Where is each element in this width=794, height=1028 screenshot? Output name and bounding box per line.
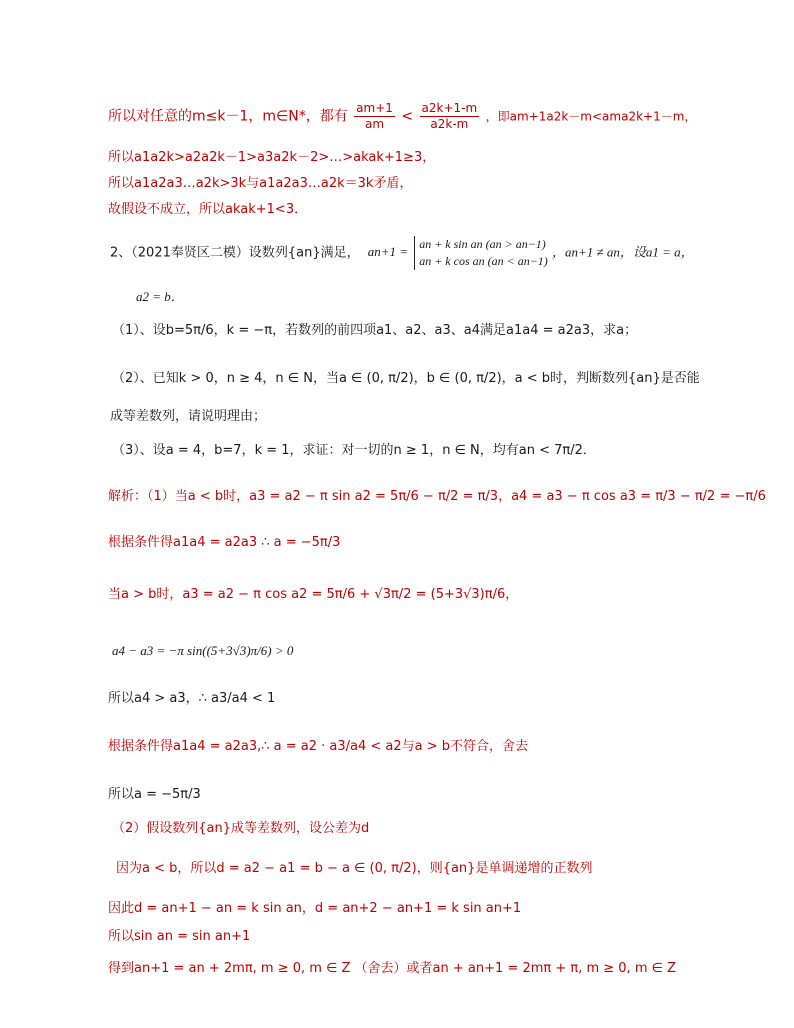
proof-line-1-text: 所以对任意的m≤k－1，m∈N*，都有	[108, 108, 348, 125]
question-2-line-1: （2）、已知k > 0，n ≥ 4，n ∈ N，当a ∈ (0, π/2)，b ∈ (0, π/2)，a < b时，判断数列{an}是否能	[112, 371, 700, 386]
solution-line-1	[108, 490, 766, 503]
solution-line-6: 根据条件得a1a4 = a2a3,∴ a = a2 · a3/a4 < a2与a > b不符合，舍去	[108, 739, 529, 754]
fraction-1-num: am+1	[354, 102, 395, 117]
fraction-2-num: a2k+1-m	[420, 102, 480, 117]
proof-line-2: 所以a1a2k>a2a2k－1>a3a2k－2>…>akak+1≥3，	[108, 150, 436, 165]
problem-2-tail: ，an+1 ≠ an，设a1 = a，	[551, 244, 694, 260]
proof-line-4: 故假设不成立，所以akak+1<3．	[108, 202, 308, 217]
less-than-sign: <	[401, 108, 414, 125]
solution-line-4: a4 − a3 = −π sin((5+3√3)π/6) > 0	[112, 643, 294, 658]
fraction-2-den: a2k-m	[430, 117, 469, 132]
solution-line-5-text: 所以a4 > a3，∴ a3/a4 < 1	[108, 691, 276, 706]
proof-line-3: 所以a1a2a3…a2k>3k与a1a2a3…a2k＝3k矛盾，	[108, 176, 413, 191]
solution-line-8: （2）假设数列{an}成等差数列，设公差为d	[112, 821, 370, 836]
solution-line-3	[108, 588, 518, 601]
fraction-2	[420, 102, 480, 131]
recurrence-case-1: an + k sin an (an > an−1)	[419, 237, 546, 251]
solution-line-11: 所以sin an = sin an+1	[108, 929, 251, 944]
solution-line-10: 因此d = an+1 − an = k sin an，d = an+2 − an+1 = k sin an+1	[108, 901, 522, 916]
solution-line-3-text: 当a > b时，a3 = a2 − π cos a2 = 5π/6 + √3π/2 = (5+3√3)π/6，	[108, 587, 519, 602]
solution-line-9: 因为a < b，所以d = a2 − a1 = b − a ∈ (0, π/2)，则{an}是单调递增的正数列	[116, 861, 593, 876]
proof-line-1-tail: ，即am+1a2k－m<ama2k+1－m，	[485, 109, 697, 124]
problem-2-intro: 2、（2021奉贤区二模）设数列{an}满足，	[110, 245, 360, 261]
solution-line-7: 所以a = −5π/3	[108, 787, 201, 802]
recurrence-cases	[414, 236, 548, 270]
problem-2-statement	[110, 236, 694, 270]
recurrence-lhs: an+1 =	[367, 244, 409, 260]
solution-line-5	[108, 692, 275, 705]
question-2-line-2: 成等差数列，请说明理由；	[110, 409, 267, 424]
fraction-1	[354, 102, 395, 131]
proof-line-1	[108, 102, 696, 131]
solution-line-1-text: 解析：（1）当a < b时，a3 = a2 − π sin a2 = 5π/6 − π/2 = π/3，a4 = a3 − π cos a3 = π/3 − π/2 = −π/6	[108, 489, 766, 504]
question-1: （1）、设b=5π/6，k = −π，若数列的前四项a1、a2、a3、a4满足a1a4 = a2a3，求a；	[112, 323, 638, 338]
solution-line-12: 得到an+1 = an + 2mπ, m ≥ 0, m ∈ Z （舍去）或者an + an+1 = 2mπ + π, m ≥ 0, m ∈ Z	[108, 961, 676, 976]
solution-line-2: 根据条件得a1a4 = a2a3 ∴ a = −5π/3	[108, 535, 341, 550]
recurrence-case-2: an + k cos an (an < an−1)	[419, 253, 548, 268]
fraction-1-den: am	[365, 117, 385, 132]
problem-2-a2: a2 = b．	[136, 289, 184, 304]
question-3: （3）、设a = 4，b=7，k = 1，求证：对一切的n ≥ 1，n ∈ N，均有an < 7π/2．	[112, 443, 596, 458]
